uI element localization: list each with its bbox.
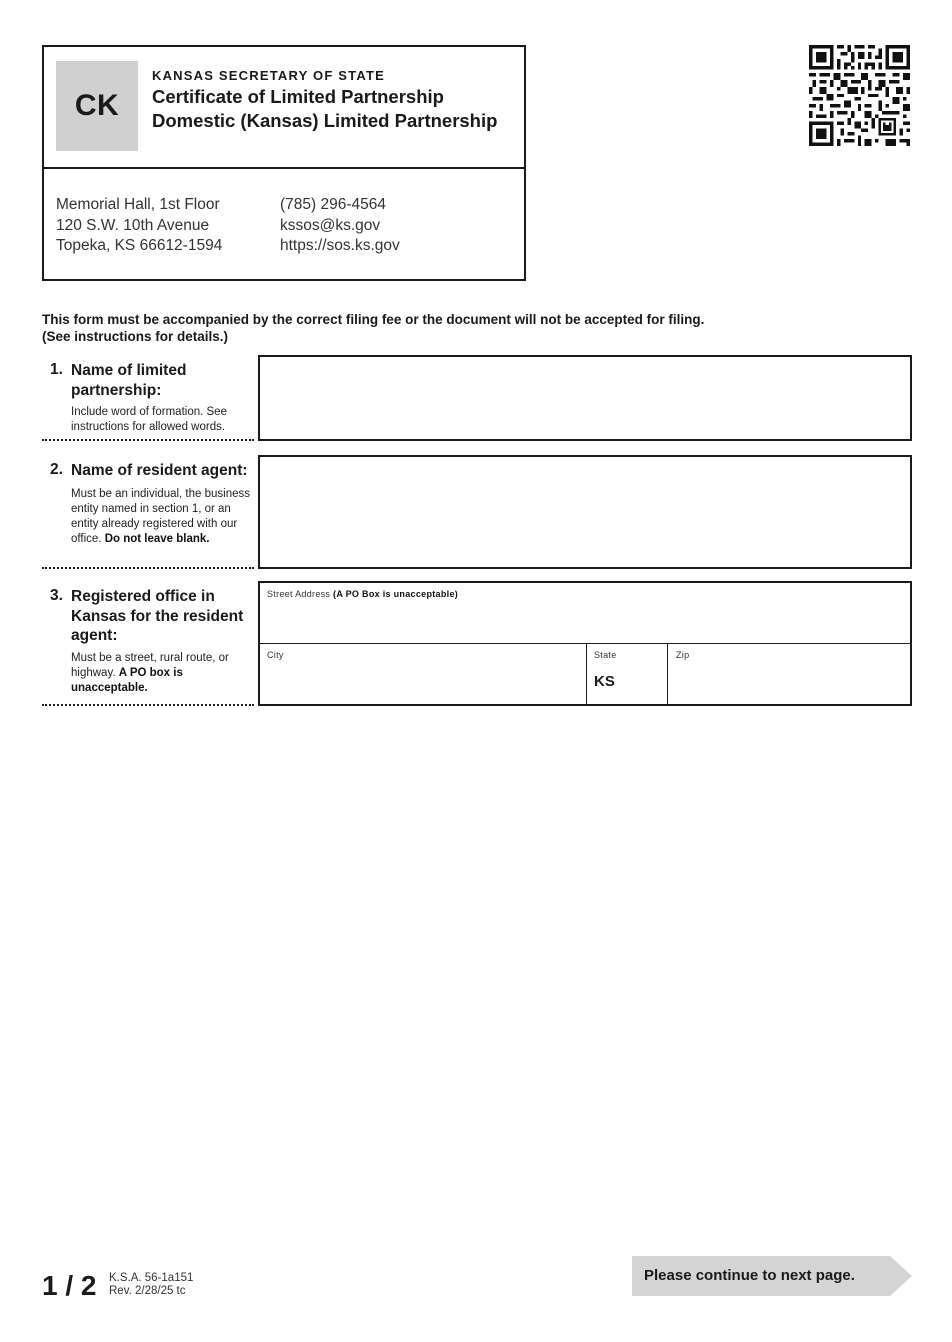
state-field[interactable]: [588, 645, 666, 704]
limited-partnership-name-field[interactable]: [258, 355, 912, 441]
section-number: 1.: [50, 361, 63, 378]
form-title-line-1: Certificate of Limited Partnership: [152, 86, 444, 107]
zip-label: Zip: [676, 650, 690, 660]
street-address-label: [267, 589, 458, 599]
phone-number: (785) 296-4564: [280, 196, 386, 213]
address-line: Memorial Hall, 1st Floor: [56, 196, 220, 213]
office-contact: [280, 195, 400, 257]
divider: [260, 643, 910, 644]
zip-field[interactable]: [669, 645, 910, 704]
office-address: [56, 195, 222, 257]
page-indicator: 1 / 2: [42, 1270, 97, 1301]
qr-code-icon: [809, 45, 910, 146]
statute-number: K.S.A. 56-1a151: [109, 1272, 194, 1284]
state-label: State: [594, 650, 617, 660]
notice-line-2: (See instructions for details.): [42, 328, 229, 344]
state-value: KS: [594, 673, 615, 690]
city-field[interactable]: [260, 645, 585, 704]
address-line: Topeka, KS 66612-1594: [56, 237, 223, 254]
registered-office-address-group: [258, 581, 912, 706]
form-title-line-2: Domestic (Kansas) Limited Partnership: [152, 110, 498, 131]
section-help-text: Include word of formation. See instructions for allowed words.: [71, 406, 227, 433]
statute-reference: [109, 1272, 193, 1298]
email-link[interactable]: kssos@ks.gov: [280, 216, 381, 234]
form-header: [42, 45, 526, 281]
help-text-emphasis: Do not leave blank.: [104, 533, 210, 545]
divider: [667, 644, 668, 704]
city-label: City: [267, 650, 284, 660]
help-text-emphasis: A PO box is unacceptable.: [71, 667, 183, 694]
address-line: 120 S.W. 10th Avenue: [56, 216, 210, 234]
continue-label: Please continue to next page.: [644, 1267, 855, 1284]
help-text: Must be a street, rural route, or highway.: [71, 652, 229, 679]
section-3-label: [42, 587, 254, 706]
section-title: Registered office in Kansas for the resident agent:: [71, 588, 244, 644]
street-address-label-text: Street Address: [267, 589, 331, 599]
continue-next-page-banner: [632, 1256, 912, 1296]
section-number: 2.: [50, 461, 63, 478]
agency-name: KANSAS SECRETARY OF STATE: [152, 68, 385, 83]
form-title: [152, 85, 497, 133]
section-number: 3.: [50, 587, 63, 604]
section-1-label: [42, 361, 254, 441]
section-title: Name of limited partnership:: [71, 362, 187, 399]
help-text: Must be an individual, the business entity named in section 1, or an entity already registered with our office.: [71, 488, 250, 545]
divider: [586, 644, 587, 704]
website-link[interactable]: https://sos.ks.gov: [280, 237, 400, 254]
street-address-label-emphasis: (A PO Box is unacceptable): [333, 589, 459, 599]
form-code-badge: CK: [56, 61, 138, 151]
section-help-text: [71, 651, 253, 696]
section-title: Name of resident agent:: [71, 462, 248, 479]
resident-agent-name-field[interactable]: [258, 455, 912, 569]
street-address-field[interactable]: [260, 583, 910, 643]
notice-line-1: This form must be accompanied by the correct filing fee or the document will not be accepted for filing.: [42, 312, 705, 327]
form-header-title-area: [44, 47, 524, 169]
section-help-text: [71, 487, 253, 547]
filing-fee-notice: [42, 312, 912, 345]
revision-date: Rev. 2/28/25 tc: [109, 1285, 186, 1297]
section-2-label: [42, 461, 254, 569]
